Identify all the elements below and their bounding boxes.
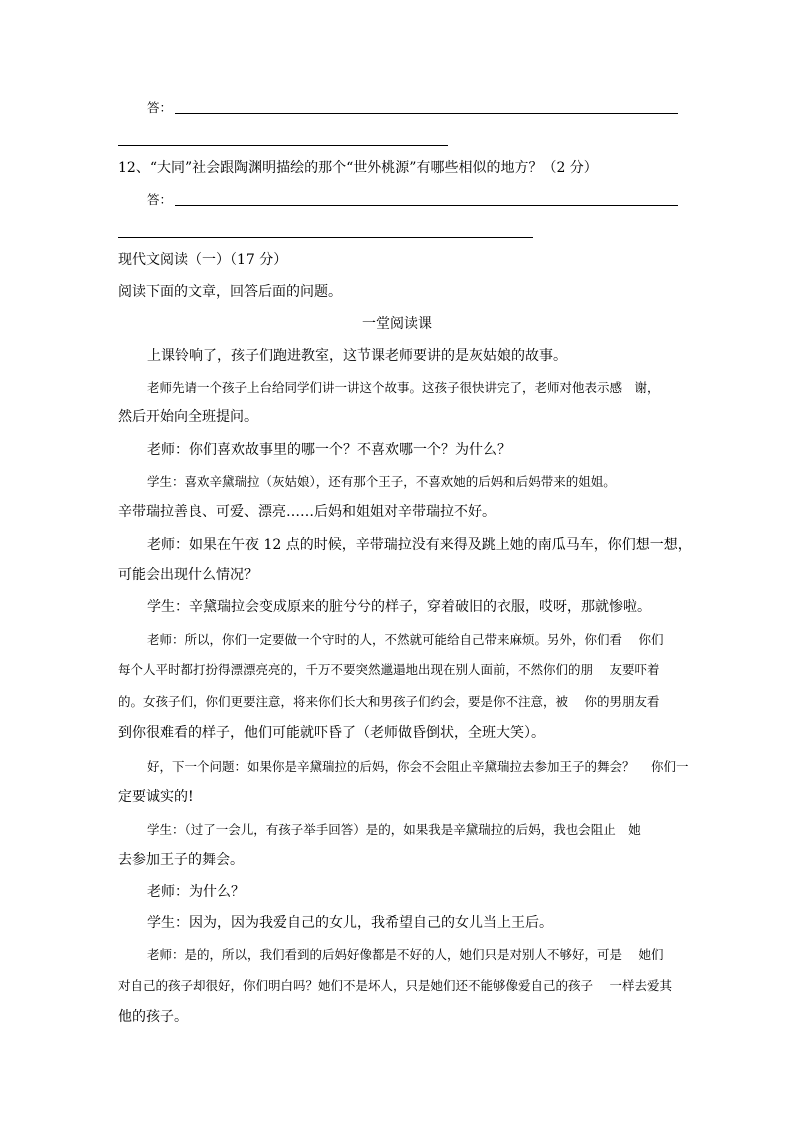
paragraph-line: 学生：辛黛瑞拉会变成原来的脏兮兮的样子，穿着破旧的衣服，哎呀，那就惨啦。 [147, 599, 651, 615]
paragraph-line: 每个人平时都打扮得漂漂亮亮的，千万不要突然邋遢地出现在别人面前，不然你们的朋 友要吓着 [118, 662, 660, 677]
answer-label: 答： [147, 192, 173, 207]
section-instruction: 阅读下面的文章，回答后面的问题。 [118, 284, 342, 300]
paragraph-line: 老师：所以，你们一定要做一个守时的人，不然就可能给自己带来麻烦。另外，你们看 你们 [147, 632, 664, 647]
paragraph-line: 上课铃响了，孩子们跑进教室，这节课老师要讲的是灰姑娘的故事。 [147, 348, 567, 364]
answer-label: 答： [147, 100, 173, 115]
answer-line [175, 113, 678, 114]
paragraph-line: 对自己的孩子却很好，你们明白吗？她们不是坏人，只是她们还不能够像爱自己的孩子 一样去爱其 [118, 978, 672, 993]
answer-line [175, 205, 678, 206]
paragraph-line: 老师：你们喜欢故事里的哪一个？不喜欢哪一个？为什么？ [147, 442, 511, 458]
paragraph-line: 学生：因为，因为我爱自己的女儿，我希望自己的女儿当上王后。 [147, 915, 553, 931]
paragraph-line: 到你很难看的样子，他们可能就吓昏了（老师做昏倒状，全班大笑）。 [118, 725, 545, 741]
paragraph-line: 学生：（过了一会儿，有孩子举手回答）是的，如果我是辛黛瑞拉的后妈，我也会阻止 她 [147, 822, 641, 837]
paragraph-line: 辛带瑞拉善良、可爱、漂亮……后妈和姐姐对辛带瑞拉不好。 [118, 504, 496, 520]
paragraph-line: 定要诚实的! [118, 789, 194, 805]
paragraph-line: 老师：为什么？ [147, 884, 245, 900]
paragraph-line: 好，下一个问题：如果你是辛黛瑞拉的后妈，你会不会阻止辛黛瑞拉去参加王子的舞会？ 你们一 [147, 759, 689, 774]
paragraph-line: 老师：是的，所以，我们看到的后妈好像都是不好的人，她们只是对别人不够好，可是 她们 [147, 947, 664, 962]
paragraph-line: 他的孩子。 [118, 1009, 188, 1025]
section-heading: 现代文阅读（一）（17 分） [118, 252, 288, 268]
question-12: 12、“大同”社会跟陶渊明描绘的那个“世外桃源”有哪些相似的地方？（2 分） [118, 160, 598, 176]
paragraph-line: 的。女孩子们，你们更要注意，将来你们长大和男孩子们约会，要是你不注意，被 你的男朋友看 [118, 694, 660, 709]
paragraph-line: 去参加王子的舞会。 [118, 852, 244, 868]
article-title: 一堂阅读课 [362, 316, 432, 332]
paragraph-line: 老师：如果在午夜 12 点的时候，辛带瑞拉没有来得及跳上她的南瓜马车，你们想一想， [147, 537, 692, 553]
paragraph-line: 学生：喜欢辛黛瑞拉（灰姑娘），还有那个王子，不喜欢她的后妈和后妈带来的姐姐。 [147, 474, 616, 489]
paragraph-line: 可能会出现什么情况？ [118, 567, 258, 583]
answer-line [118, 237, 533, 238]
paragraph-line: 老师先请一个孩子上台给同学们讲一讲这个故事。这孩子很快讲完了，老师对他表示感 谢， [147, 380, 660, 395]
paragraph-line: 然后开始向全班提问。 [118, 409, 258, 425]
answer-line [118, 145, 448, 146]
